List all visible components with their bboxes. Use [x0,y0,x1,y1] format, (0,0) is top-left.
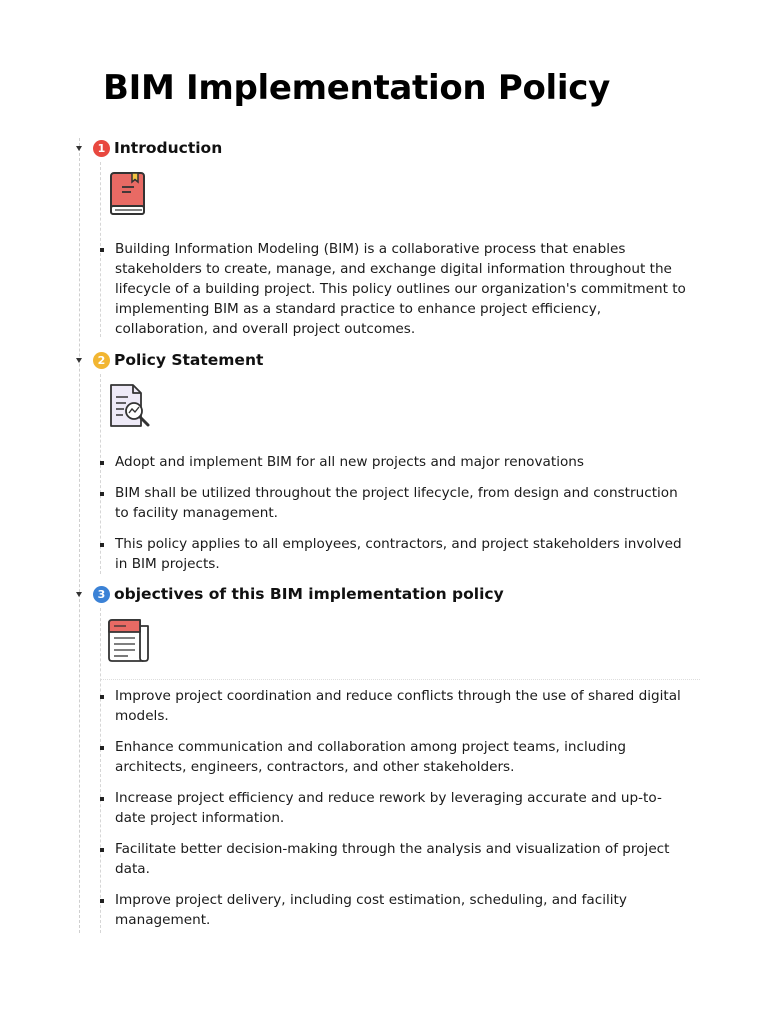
collapse-caret-icon[interactable] [76,146,82,151]
document-analysis-icon [106,382,156,430]
list-item: Facilitate better decision-making through the analysis and visualization of project data. [100,839,690,879]
book-icon [106,170,156,218]
list-item: Building Information Modeling (BIM) is a collaborative process that enables stakeholders to create, manage, and exchange digital information throughout the lifecycle of a building project. This policy outlines our organization's commitment to implementing BIM as a standard practice to enhance project efficiency, collaboration, and overall project outcomes. [100,239,690,339]
outline-guide-line [79,138,80,933]
list-item: Improve project coordination and reduce conflicts through the use of shared digital models. [100,686,690,726]
section-title-policy-statement: Policy Statement [114,351,264,369]
page-title: BIM Implementation Policy [103,68,610,108]
list-item: Enhance communication and collaboration among project teams, including architects, engineers, contractors, and other stakeholders. [100,737,690,777]
list-item: Adopt and implement BIM for all new projects and major renovations [100,452,690,472]
bullet-list-introduction [100,239,690,350]
list-item: BIM shall be utilized throughout the project lifecycle, from design and construction to facility management. [100,483,690,523]
bullet-icon [100,248,104,252]
newspaper-icon [106,616,156,664]
list-item: This policy applies to all employees, contractors, and project stakeholders involved in BIM projects. [100,534,690,574]
section-title-objectives: objectives of this BIM implementation policy [114,585,504,603]
list-item: Improve project delivery, including cost estimation, scheduling, and facility management. [100,890,690,930]
section-header-policy-statement[interactable] [76,349,263,371]
bullet-icon [100,543,104,547]
section-header-objectives[interactable] [76,583,504,605]
number-badge-3: 3 [93,586,110,603]
number-badge-2: 2 [93,352,110,369]
bullet-icon [100,461,104,465]
collapse-caret-icon[interactable] [76,358,82,363]
section-title-introduction: Introduction [114,139,223,157]
divider [100,679,700,680]
bullet-icon [100,797,104,801]
number-badge-1: 1 [93,140,110,157]
bullet-icon [100,746,104,750]
collapse-caret-icon[interactable] [76,592,82,597]
bullet-icon [100,695,104,699]
list-item: Increase project efficiency and reduce rework by leveraging accurate and up-to-date project information. [100,788,690,828]
bullet-icon [100,492,104,496]
bullet-list-policy-statement [100,452,690,585]
bullet-icon [100,899,104,903]
bullet-list-objectives [100,686,690,941]
section-header-introduction[interactable] [76,137,222,159]
bullet-icon [100,848,104,852]
